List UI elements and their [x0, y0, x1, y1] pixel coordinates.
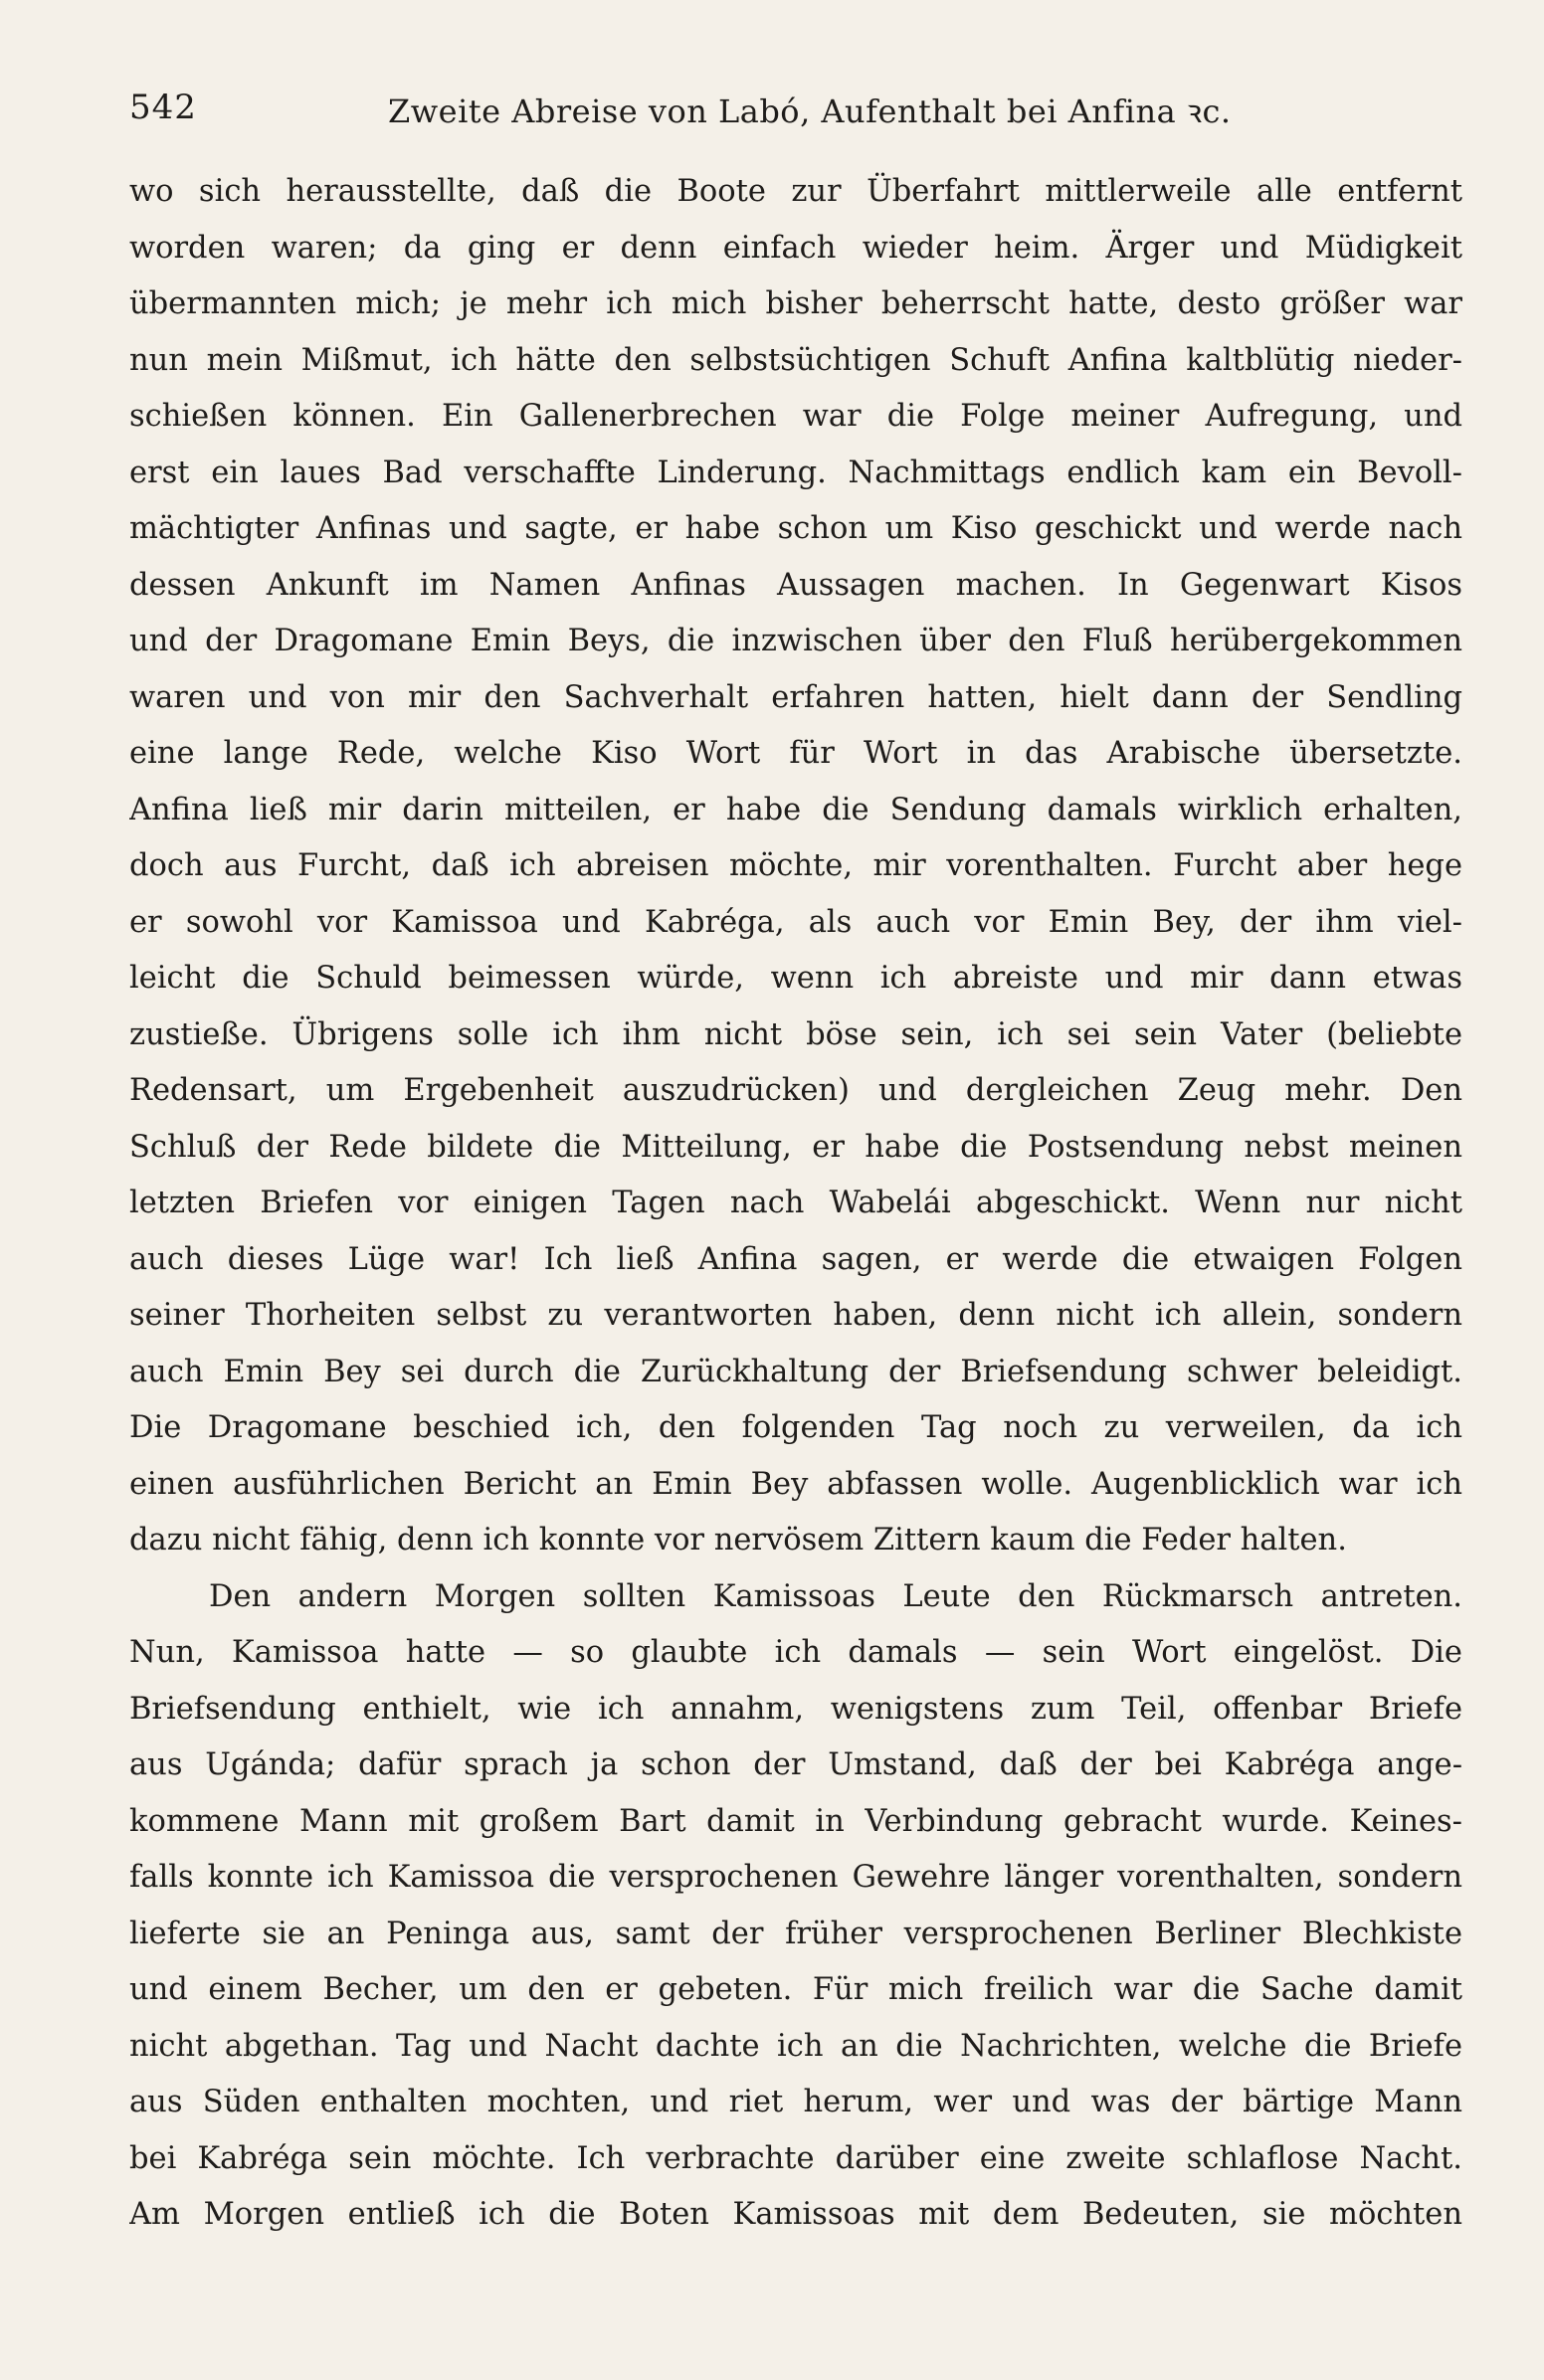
text-line: auch dieses Lüge war! Ich ließ Anfina sagen, er werde die etwaigen Folgen: [129, 1241, 1462, 1277]
text-line: Den andern Morgen sollten Kamissoas Leute den Rückmarsch antreten.: [209, 1578, 1462, 1614]
text-line: Die Dragomane beschied ich, den folgenden Tag noch zu verweilen, da ich: [129, 1410, 1462, 1445]
text-line: erst ein laues Bad verschaffte Linderung. Nachmittags endlich kam ein Bevoll-: [129, 455, 1462, 490]
text-line: falls konnte ich Kamissoa die versprochenen Gewehre länger vorenthalten, sondern: [129, 1860, 1462, 1895]
text-line: eine lange Rede, welche Kiso Wort für Wort in das Arabische übersetzte.: [129, 736, 1462, 771]
running-title: Zweite Abreise von Labó, Aufenthalt bei Anfina ꝛc.: [388, 92, 1232, 130]
text-line: und einem Becher, um den er gebeten. Für mich freilich war die Sache damit: [129, 1972, 1462, 2007]
text-line: Nun, Kamissoa hatte — so glaubte ich damals — sein Wort eingelöst. Die: [129, 1635, 1462, 1670]
text-line: schießen können. Ein Gallenerbrechen war die Folge meiner Aufregung, und: [129, 399, 1462, 434]
text-line: kommene Mann mit großem Bart damit in Verbindung gebracht wurde. Keines-: [129, 1803, 1462, 1839]
text-line: er sowohl vor Kamissoa und Kabréga, als auch vor Emin Bey, der ihm viel-: [129, 904, 1462, 940]
text-line: Schluß der Rede bildete die Mitteilung, er habe die Postsendung nebst meinen: [129, 1129, 1462, 1165]
text-line: lieferte sie an Peninga aus, samt der früher versprochenen Berliner Blechkiste: [129, 1916, 1462, 1951]
text-line: bei Kabréga sein möchte. Ich verbrachte darüber eine zweite schlaflose Nacht.: [129, 2140, 1462, 2176]
text-line: einen ausführlichen Bericht an Emin Bey abfassen wolle. Augenblicklich war ich: [129, 1466, 1462, 1502]
page-number: 542: [129, 88, 197, 127]
text-line: nun mein Mißmut, ich hätte den selbstsüchtigen Schuft Anfina kaltblütig nieder-: [129, 342, 1462, 378]
text-line: dessen Ankunft im Namen Anfinas Aussagen machen. In Gegenwart Kisos: [129, 567, 1462, 603]
paragraph: [129, 1569, 1462, 2244]
text-line: Briefsendung enthielt, wie ich annahm, wenigstens zum Teil, offenbar Briefe: [129, 1691, 1462, 1727]
text-line: wo sich herausstellte, daß die Boote zur Überfahrt mittlerweile alle entfernt: [129, 174, 1462, 209]
text-line: dazu nicht fähig, denn ich konnte vor nervösem Zittern kaum die Feder halten.: [129, 1523, 1347, 1557]
text-line: und der Dragomane Emin Beys, die inzwischen über den Fluß herübergekommen: [129, 624, 1462, 658]
text-line: letzten Briefen vor einigen Tagen nach Wabelái abgeschickt. Wenn nur nicht: [129, 1186, 1462, 1220]
text-line: übermannten mich; je mehr ich mich bisher beherrscht hatte, desto größer war: [129, 286, 1462, 321]
text-line: aus Süden enthalten mochten, und riet herum, wer und was der bärtige Mann: [129, 2085, 1462, 2119]
text-line: Redensart, um Ergebenheit auszudrücken) und dergleichen Zeug mehr. Den: [129, 1073, 1462, 1108]
text-line: auch Emin Bey sei durch die Zurückhaltung der Briefsendung schwer beleidigt.: [129, 1354, 1462, 1389]
text-line: Am Morgen entließ ich die Boten Kamissoas mit dem Bedeuten, sie möchten: [129, 2197, 1462, 2232]
text-line: nicht abgethan. Tag und Nacht dachte ich an die Nachrichten, welche die Briefe: [129, 2028, 1462, 2064]
text-line: seiner Thorheiten selbst zu verantworten haben, denn nicht ich allein, sondern: [129, 1298, 1462, 1333]
text-line: leicht die Schuld beimessen würde, wenn ich abreiste und mir dann etwas: [129, 961, 1462, 996]
body-text: [129, 164, 1462, 2244]
text-line: worden waren; da ging er denn einfach wieder heim. Ärger und Müdigkeit: [129, 230, 1462, 266]
text-line: aus Ugánda; dafür sprach ja schon der Umstand, daß der bei Kabréga ange-: [129, 1747, 1462, 1782]
page-header: [129, 88, 1462, 137]
text-line: zustieße. Übrigens solle ich ihm nicht böse sein, ich sei sein Vater (beliebte: [129, 1016, 1462, 1052]
text-line: waren und von mir den Sachverhalt erfahren hatten, hielt dann der Sendling: [129, 679, 1462, 715]
paragraph: [129, 164, 1462, 1569]
text-line: doch aus Furcht, daß ich abreisen möchte, mir vorenthalten. Furcht aber hege: [129, 848, 1462, 883]
text-line: mächtigter Anfinas und sagte, er habe schon um Kiso geschickt und werde nach: [129, 511, 1462, 546]
text-line: Anfina ließ mir darin mitteilen, er habe die Sendung damals wirklich erhalten,: [129, 792, 1462, 827]
